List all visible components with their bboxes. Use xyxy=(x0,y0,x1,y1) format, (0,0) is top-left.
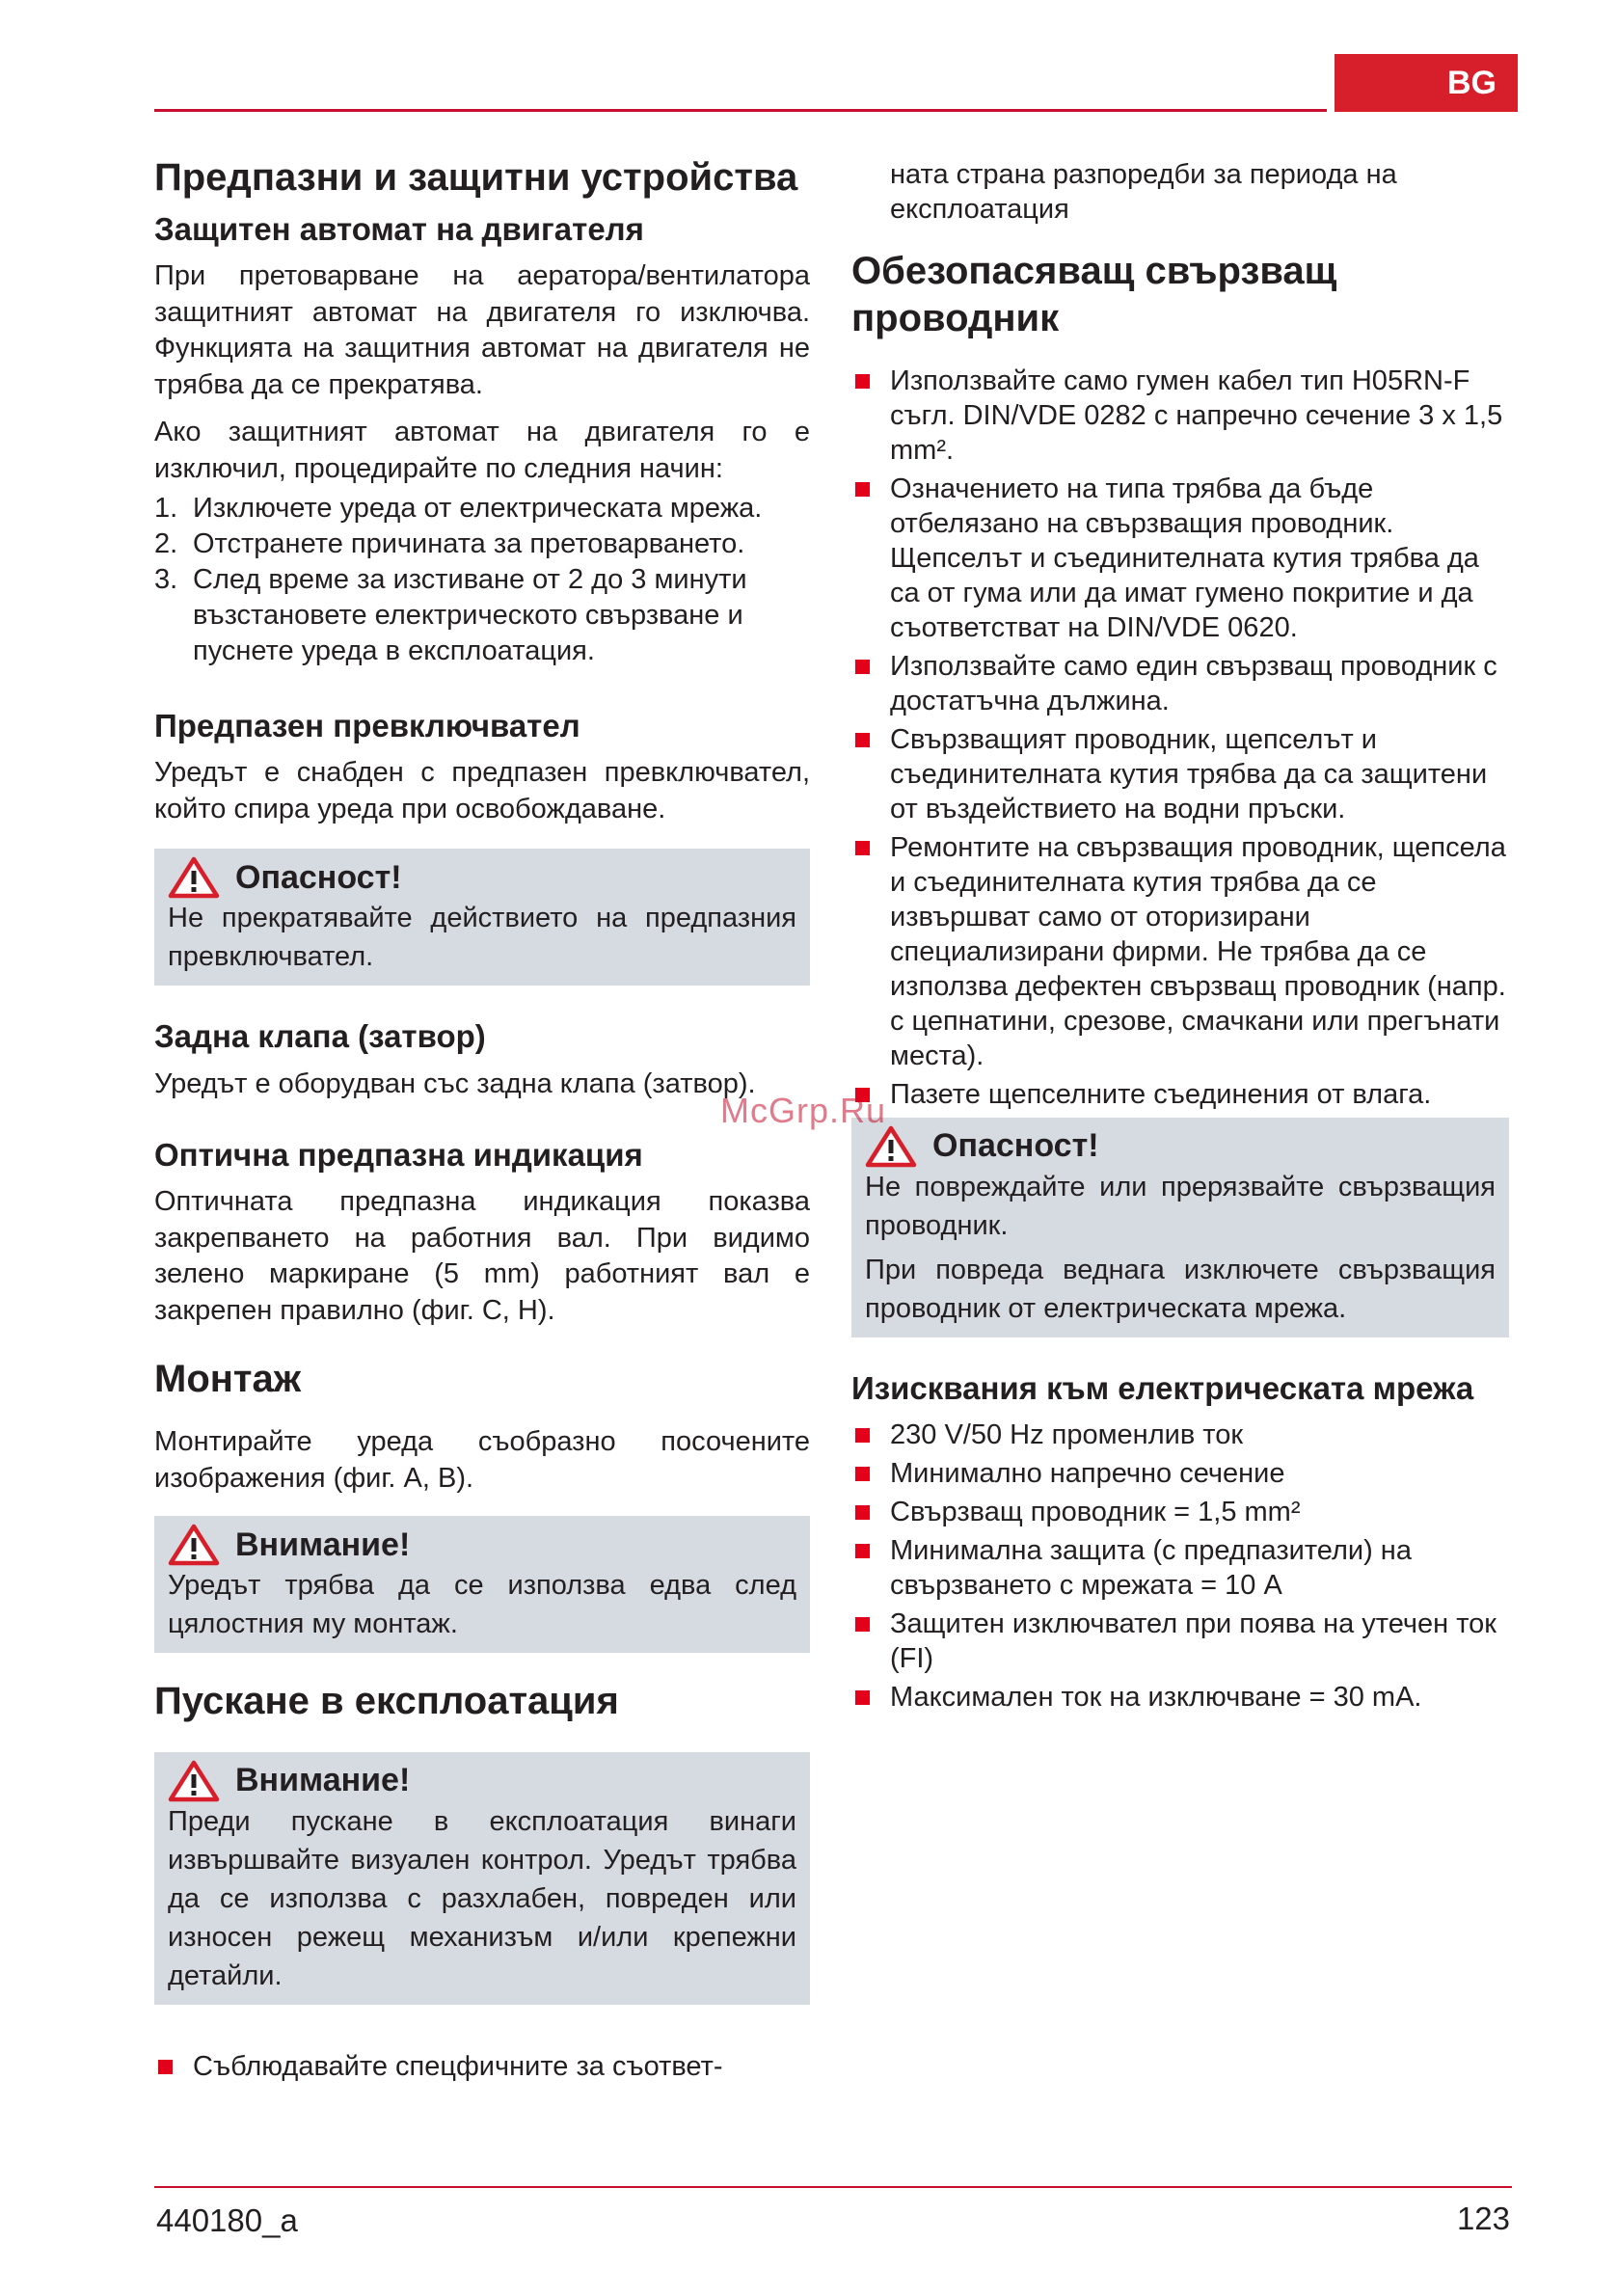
list-item: 3. След време за изстиване от 2 до 3 минути възстановете електрическото свързване и пуснете уреда в експлоатация. xyxy=(154,564,747,667)
list-item: Защитен изключвател при поява на утечен ток (FI) xyxy=(851,1607,1509,1676)
danger-title: Опасност! xyxy=(932,1127,1099,1165)
cable-requirements-list xyxy=(851,364,1509,1112)
list-item: Пазете щепселните съединения от влага. xyxy=(851,1077,1509,1112)
danger-box-1 xyxy=(154,849,810,986)
list-item: 1. Изключете уреда от електрическата мрежа. xyxy=(154,493,763,525)
section-title-connection-cable: Обезопасяващ свързващ проводник xyxy=(851,250,1337,339)
bullet-square-icon xyxy=(855,1617,870,1632)
list-item: 230 V/50 Hz променлив ток xyxy=(851,1418,1509,1452)
steps-list xyxy=(154,491,810,669)
right-column xyxy=(720,157,1509,1718)
subheading-optical-indicator: Оптична предпазна индикация xyxy=(154,1137,643,1174)
left-column xyxy=(154,154,810,2088)
warning-triangle-icon xyxy=(865,1125,917,1168)
paragraph-optical-indicator: Оптичната предпазна индикация показва закрепването на работния вал. При видимо зелено маркиране (5 mm) работният вал е закрепен правилно (фиг. C, H). xyxy=(154,1186,810,1326)
caution-text: Уредът трябва да се използва едва след цялостния му монтаж. xyxy=(168,1570,796,1640)
paragraph-rear-flap: Уредът е оборудван със задна клапа (затвор). xyxy=(154,1067,756,1099)
danger-text-2: При повреда веднага изключете свързващия проводник от електрическата мрежа. xyxy=(865,1254,1496,1324)
bullet-square-icon xyxy=(855,1467,870,1481)
caution-title: Внимание! xyxy=(235,1526,411,1563)
subheading-rear-flap: Задна клапа (затвор) xyxy=(154,1018,486,1055)
list-item: Максимален ток на изключване = 30 mA. xyxy=(851,1680,1509,1715)
list-item: Използвайте само един свързващ проводник с достатъчна дължина. xyxy=(851,649,1509,718)
paragraph-safety-switch: Уредът е снабден с предпазен превключвател, който спира уреда при освобождаване. xyxy=(154,757,810,824)
bullet-square-icon xyxy=(855,1505,870,1520)
section-title-startup: Пускане в експлоатация xyxy=(154,1680,619,1723)
paragraph-mounting: Монтирайте уреда съобразно посочените изображения (фиг. A, B). xyxy=(154,1426,810,1494)
list-item: Ремонтите на свързващия проводник, щепсела и съединителната кутия трябва да се извършват само от оторизирани специализирани фирми. Не трябва да се използва дефектен свързващ проводник (напр. с цепнатини, срезове, смачкани или прегънати места). xyxy=(851,830,1509,1073)
bullet-square-icon xyxy=(855,482,870,497)
language-badge: BG xyxy=(1335,54,1518,112)
list-item: 2. Отстранете причината за претоварването. xyxy=(154,528,745,560)
danger-text: Не прекратявайте действието на предпазния превключвател. xyxy=(168,903,796,973)
bullet-square-icon xyxy=(855,1690,870,1705)
document-code: 440180_a xyxy=(156,2202,298,2238)
bullet-square-icon xyxy=(855,841,870,855)
watermark: McGrp.Ru xyxy=(720,1090,887,1130)
bullet-square-icon xyxy=(855,660,870,674)
list-item: Съблюдавайте спецфичните за съответ- xyxy=(154,2049,810,2084)
bullet-square-icon xyxy=(855,1428,870,1443)
section-title-mounting: Монтаж xyxy=(154,1358,302,1401)
section-title-safety: Предпазни и защитни устройства xyxy=(154,156,798,199)
mains-requirements-list xyxy=(851,1418,1509,1715)
list-item: Свързващият проводник, щепселът и съединителната кутия трябва да са защитени от въздействието на водни пръски. xyxy=(851,722,1509,826)
bullet-square-icon xyxy=(855,374,870,389)
paragraph-motor-2: Ако защитният автомат на двигателя го е изключил, процедирайте по следния начин: xyxy=(154,417,810,484)
danger-text-1: Не повреждайте или прерязвайте свързващия проводник. xyxy=(865,1171,1496,1241)
subheading-safety-switch: Предпазен превключвател xyxy=(154,708,580,744)
warning-triangle-icon xyxy=(168,1760,220,1802)
warning-triangle-icon xyxy=(168,856,220,899)
list-item: Минимална защита (с предпазители) на свързването с мрежата = 10 A xyxy=(851,1533,1509,1603)
footer-rule xyxy=(154,2186,1512,2188)
bullet-square-icon xyxy=(855,1544,870,1558)
bullet-square-icon xyxy=(158,2060,173,2074)
list-item: Използвайте само гумен кабел тип H05RN-F съгл. DIN/VDE 0282 с напречно сечение 3 x 1,5 mm². xyxy=(851,364,1509,468)
list-item: Свързващ проводник = 1,5 mm² xyxy=(851,1495,1509,1529)
bullet-square-icon xyxy=(855,733,870,747)
subheading-mains-requirements: Изисквания към електрическата мрежа xyxy=(851,1369,1474,1406)
caution-title: Внимание! xyxy=(235,1762,411,1799)
list-item: Означението на типа трябва да бъде отбелязано на свързващия проводник. Щепселът и съединителната кутия трябва да са от гума или да имат гумено покритие и да съответстват на DIN/VDE 0620. xyxy=(851,472,1509,645)
caution-box-2 xyxy=(154,1752,810,2005)
subheading-motor-protection: Защитен автомат на двигателя xyxy=(154,210,644,247)
paragraph-motor-1: При претоварване на аератора/вентилатора защитният автомат на двигателя го изключва. Функцията на защитния автомат на двигателя не трябва да се прекратява. xyxy=(154,260,810,400)
continued-text: ната страна разпоредби за периода на експлоатация xyxy=(890,159,1397,225)
header-rule xyxy=(154,109,1327,112)
caution-text: Преди пускане в експлоатация винаги извършвайте визуален контрол. Уредът трябва да се използва с разхлабен, повреден или износен режещ механизъм и/или крепежни детайли. xyxy=(168,1805,796,1991)
page-number: 123 xyxy=(1456,2201,1510,2236)
danger-title: Опасност! xyxy=(235,858,402,896)
warning-triangle-icon xyxy=(168,1524,220,1566)
startup-bullet-list xyxy=(154,2049,810,2084)
list-item: Минимално напречно сечение xyxy=(851,1456,1509,1491)
caution-box-1 xyxy=(154,1516,810,1653)
